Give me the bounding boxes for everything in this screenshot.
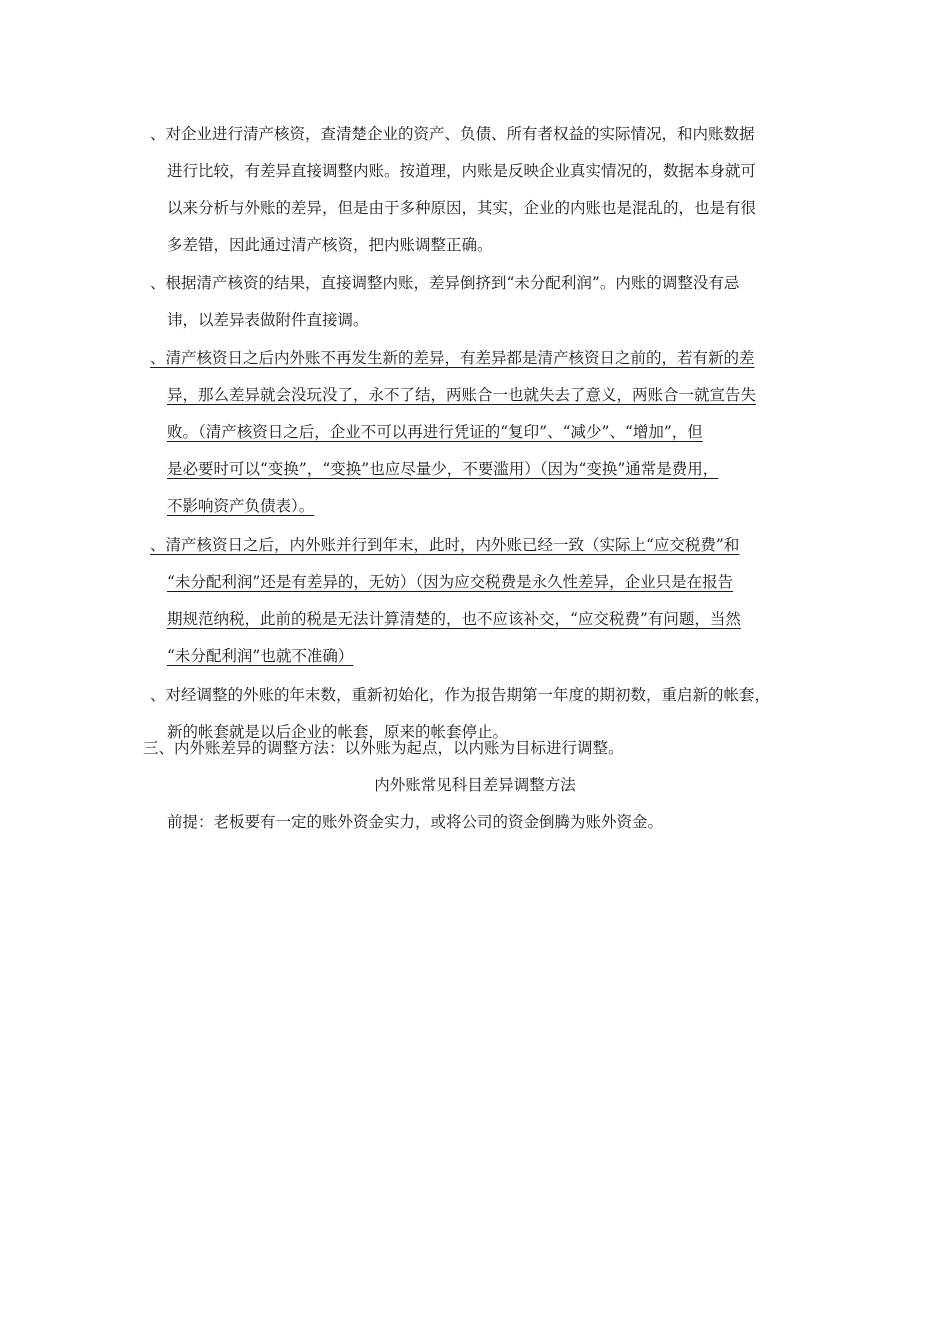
item-4-paragraph <box>150 527 812 675</box>
item-5-line-1: 、对经调整的外账的年末数，重新初始化，作为报告期第一年度的期初数，重启新的帐套， <box>150 686 771 704</box>
premise-text: 前提：老板要有一定的账外资金实力，或将公司的资金倒腾为账外资金。 <box>167 813 664 831</box>
item-5-line-2: 新的帐套就是以后企业的帐套，原来的帐套停止。 <box>167 723 509 741</box>
item-3-line-5: 不影响资产负债表）。 <box>167 497 315 515</box>
item-1-paragraph <box>150 116 812 264</box>
item-4-line-2: “未分配利润”还是有差异的，无妨）（因为应交税费是永久性差异，企业只是在报告 <box>167 573 734 591</box>
item-3-line-3: 败。（清产核资日之后，企业不可以再进行凭证的“复印”、“减少”、“增加”，但 <box>167 423 703 441</box>
table-title: 内外账常见科目差异调整方法 <box>374 776 576 794</box>
item-1-line-2: 进行比较，有差异直接调整内账。按道理，内账是反映企业真实情况的，数据本身就可 <box>167 162 757 180</box>
item-3-line-2: 异，那么差异就会没玩没了，永不了结，两账合一也就失去了意义，两账合一就宣告失 <box>167 386 757 404</box>
section-three-heading: 三、内外账差异的调整方法：以外账为起点，以内账为目标进行调整。 <box>143 739 624 757</box>
item-3-line-4: 是必要时可以“变换”，“变换”也应尽量少，不要滥用）（因为“变换”通常是费用， <box>167 460 719 478</box>
item-2-line-1: 、根据清产核资的结果，直接调整内账，差异倒挤到“未分配利润”。内账的调整没有忌 <box>150 274 740 292</box>
item-2-paragraph <box>150 265 812 339</box>
item-3-paragraph <box>150 340 812 525</box>
item-1-line-3: 以来分析与外账的差异，但是由于多种原因，其实，企业的内账也是混乱的，也是有很 <box>167 199 757 217</box>
item-4-line-3: 期规范纳税，此前的税是无法计算清楚的，也不应该补交，“应交税费”有问题，当然 <box>167 610 741 628</box>
item-4-line-1: 、清产核资日之后，内外账并行到年末，此时，内外账已经一致（实际上“应交税费”和 <box>150 536 740 554</box>
item-4-line-4: “未分配利润”也就不准确） <box>167 647 354 665</box>
item-2-line-2: 讳，以差异表做附件直接调。 <box>167 311 369 329</box>
item-1-line-1: 、对企业进行清产核资，查清楚企业的资产、负债、所有者权益的实际情况，和内账数据 <box>150 125 755 143</box>
item-3-line-1: 、清产核资日之后内外账不再发生新的差异，有差异都是清产核资日之前的，若有新的差 <box>150 349 755 367</box>
item-1-line-4: 多差错，因此通过清产核资，把内账调整正确。 <box>167 236 493 254</box>
